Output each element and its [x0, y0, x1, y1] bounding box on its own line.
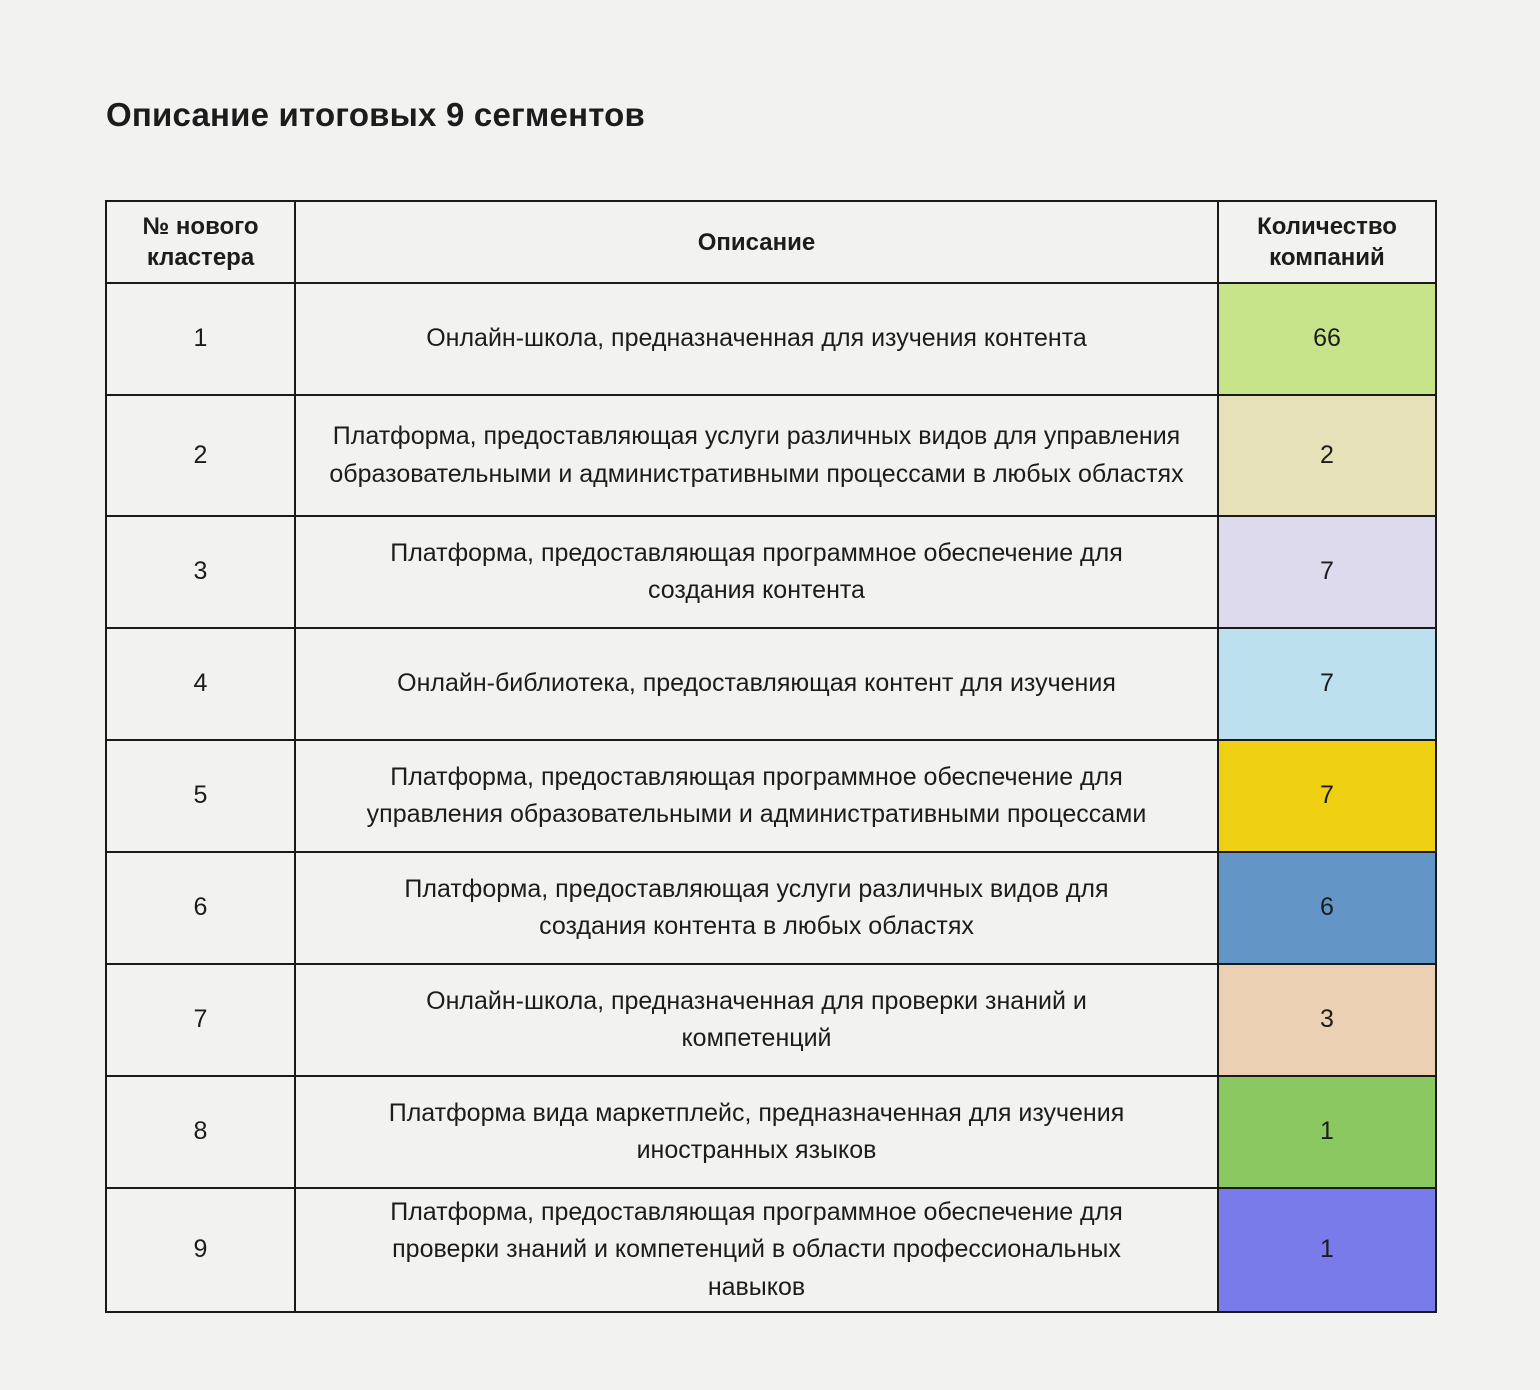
company-count: 2	[1218, 395, 1436, 516]
table-row	[106, 628, 1436, 740]
cluster-description	[295, 628, 1218, 740]
cluster-description	[295, 516, 1218, 628]
cluster-description-text: Платформа, предоставляющая программное обеспечение для управления образовательными и административными процессами	[366, 762, 1147, 828]
cluster-description	[295, 964, 1218, 1076]
cluster-number: 6	[106, 852, 295, 964]
company-count: 1	[1218, 1076, 1436, 1188]
cluster-number: 4	[106, 628, 295, 740]
cluster-number: 2	[106, 395, 295, 516]
table-row	[106, 1076, 1436, 1188]
cluster-description-text: Платформа вида маркетплейс, предназначенная для изучения иностранных языков	[388, 1098, 1125, 1164]
cluster-number: 8	[106, 1076, 295, 1188]
cluster-number: 1	[106, 283, 295, 395]
cluster-description-text: Платформа, предоставляющая услуги различных видов для управления образовательными и административными процессами в любых областях	[329, 422, 1184, 488]
table-header-row	[106, 201, 1436, 283]
cluster-description-text: Платформа, предоставляющая услуги различных видов для создания контента в любых областях	[404, 874, 1109, 940]
company-count: 3	[1218, 964, 1436, 1076]
company-count: 7	[1218, 740, 1436, 852]
table-row	[106, 283, 1436, 395]
cluster-number: 7	[106, 964, 295, 1076]
header-description: Описание	[295, 201, 1218, 283]
segments-table	[105, 200, 1437, 1313]
company-count: 7	[1218, 628, 1436, 740]
cluster-description	[295, 852, 1218, 964]
company-count: 6	[1218, 852, 1436, 964]
cluster-description	[295, 1076, 1218, 1188]
header-cluster-number	[106, 201, 295, 283]
page-title: Описание итоговых 9 сегментов	[106, 96, 646, 133]
cluster-number: 3	[106, 516, 295, 628]
table-row	[106, 395, 1436, 516]
cluster-description	[295, 395, 1218, 516]
company-count: 1	[1218, 1188, 1436, 1312]
company-count: 66	[1218, 283, 1436, 395]
header-company-count-label: Количество компаний	[1257, 213, 1397, 271]
cluster-description-text: Платформа, предоставляющая программное обеспечение для проверки знаний и компетенций в области профессиональных навыков	[390, 1197, 1123, 1301]
cluster-number: 5	[106, 740, 295, 852]
table-row	[106, 852, 1436, 964]
cluster-description	[295, 283, 1218, 395]
cluster-description-text: Онлайн-школа, предназначенная для изучения контента	[426, 324, 1087, 353]
cluster-description-text: Онлайн-школа, предназначенная для проверки знаний и компетенций	[426, 986, 1087, 1052]
table-row	[106, 740, 1436, 852]
cluster-description	[295, 1188, 1218, 1312]
table-row	[106, 1188, 1436, 1312]
cluster-number: 9	[106, 1188, 295, 1312]
header-company-count	[1218, 201, 1436, 283]
table-row	[106, 964, 1436, 1076]
cluster-description-text: Платформа, предоставляющая программное обеспечение для создания контента	[390, 538, 1123, 604]
cluster-description	[295, 740, 1218, 852]
company-count: 7	[1218, 516, 1436, 628]
header-cluster-number-label: № нового кластера	[142, 213, 259, 271]
cluster-description-text: Онлайн-библиотека, предоставляющая контент для изучения	[397, 669, 1116, 698]
table-row	[106, 516, 1436, 628]
